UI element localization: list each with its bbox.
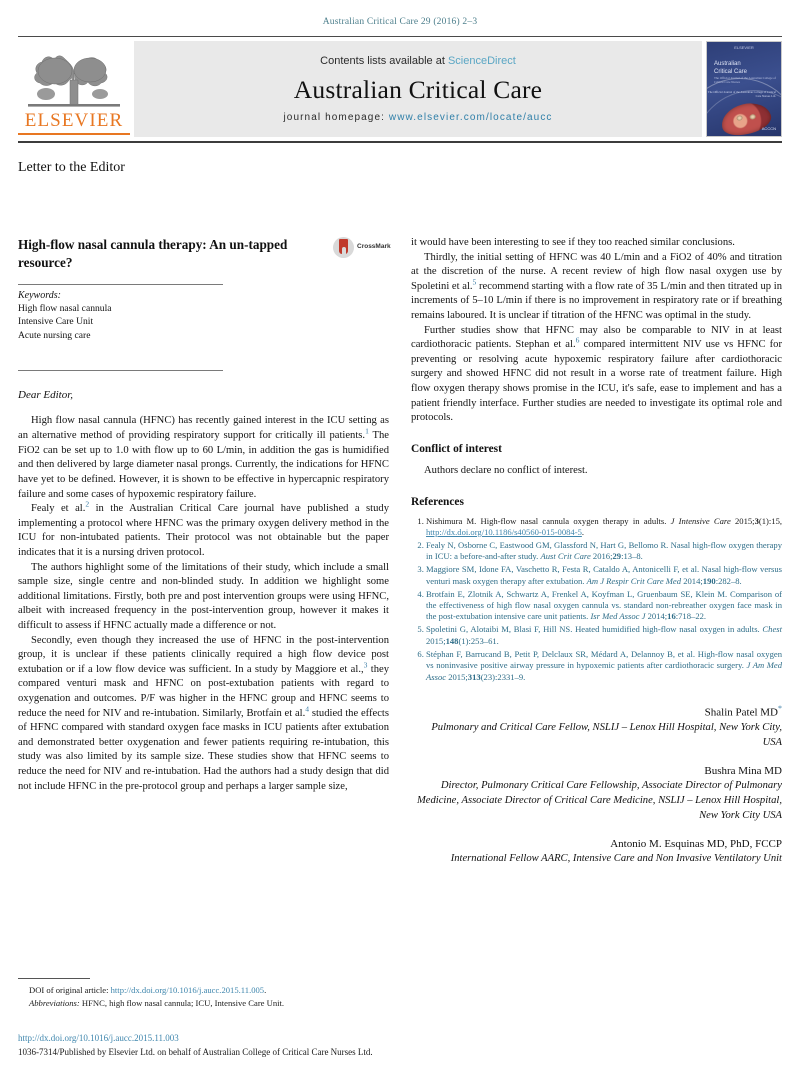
body-paragraph: it would have been interesting to see if they too reached similar conclusions. xyxy=(411,237,735,248)
homepage-prefix: journal homepage: xyxy=(283,112,389,124)
footnote-rule xyxy=(18,978,90,979)
article-title xyxy=(18,236,389,272)
reference-marker[interactable]: 5 xyxy=(472,277,477,287)
cover-title-line1: Australian xyxy=(714,61,741,67)
right-body-text xyxy=(411,236,782,426)
elsevier-tree-icon xyxy=(22,44,126,110)
keyword-item: Intensive Care Unit xyxy=(18,316,94,328)
article-columns xyxy=(18,236,782,880)
reference-item: 5. Spoletini G, Alotaibi M, Blasi F, Hill NS. Heated humidified high-flow nasal oxygen in adults. Chest 2015;148(1):253–61. xyxy=(426,624,782,647)
article-title-text: High-flow nasal cannula therapy: An un-tapped resource? xyxy=(18,237,288,270)
cover-society-badge: ACCCN xyxy=(761,126,776,131)
masthead-bottom-rule xyxy=(18,141,782,143)
cover-publisher-mark: ELSEVIER xyxy=(734,45,754,50)
journal-homepage-link[interactable]: www.elsevier.com/locate/aucc xyxy=(388,112,553,124)
author-affiliation: International Fellow AARC, Intensive Care and Non Invasive Ventilatory Unit xyxy=(450,852,782,864)
reference-item: 4. Brotfain E, Zlotnik A, Schwartz A, Frenkel A, Koyfman L, Gruenbaum SE, Klein M. Comparison of the effectiveness of high flow nasal oxygen cannula vs. standard non-rebreather oxygen face mask in the post-extubation intensive care unit patients. Isr Med Assoc J 2014;16:718–22. xyxy=(426,589,782,623)
footnote-doi-label: DOI of original article: xyxy=(29,985,111,995)
crossmark-label: CrossMark xyxy=(357,242,391,250)
crossmark-icon xyxy=(333,237,354,258)
reference-journal-name: Isr Med Assoc J xyxy=(590,611,646,622)
keyword-item: Acute nursing care xyxy=(18,329,91,341)
reference-marker[interactable]: 3 xyxy=(363,660,368,670)
footnote-doi-line xyxy=(18,984,398,997)
masthead-center-band xyxy=(134,41,702,137)
journal-homepage-line xyxy=(283,112,552,123)
reference-list xyxy=(411,516,782,683)
page-footer-issn: 1036-7314/Published by Elsevier Ltd. on behalf of Australian College of Critical Care Nurses Ltd. xyxy=(18,1046,373,1057)
author-affiliation: Pulmonary and Critical Care Fellow, NSLIJ – Lenox Hill Hospital, New York City, USA xyxy=(431,721,782,748)
author-name: Shalin Patel MD* xyxy=(704,703,782,719)
references-heading: References xyxy=(411,495,464,508)
author-name: Bushra Mina MD xyxy=(704,764,782,777)
body-paragraph: Thirdly, the initial setting of HFNC was 40 L/min and a FiO2 of 40% and titration at the discretion of the nurse. A recent review of high flow nasal oxygen use by Spoletini et al.$^5$ recommend starting with a flow rate of 35 L/min and then titrated up in increments of 5–10 L/min if there is no improvement in respiratory rate or if breathing remains laboured. It is unclear if titration of the HFNC was optimal in the study. xyxy=(411,251,783,322)
reference-marker[interactable]: 2 xyxy=(85,499,90,509)
cover-eye-left xyxy=(736,115,743,121)
keyword-item: High flow nasal cannula xyxy=(18,302,112,314)
footnotes xyxy=(18,978,398,1010)
reference-volume: 148 xyxy=(445,635,459,646)
body-paragraph: High flow nasal cannula (HFNC) has recently gained interest in the ICU setting as an alternative method of providing respiratory support for critically ill patients.$^1$ The FiO2 can be set up to 1.0 with flow up to 60 L/min, in addition the gas is humidified and then delivered by large diameter nasal prongs. Currently, the indications for HFNC have yet to be defined. However, it is shown to be effective in hypercapnic respiratory failure and some cases of hypoxemic respiratory failure. xyxy=(18,415,389,500)
journal-title: Australian Critical Care xyxy=(293,74,543,104)
author-affiliation: Director, Pulmonary Critical Care Fellowship, Associate Director of Pulmonary Medicine, Associate Director of Critical Care Medicine, NSLIJ – Lenox Hill Hospital, New York City USA xyxy=(416,780,782,821)
conflict-text: Authors declare no conflict of interest. xyxy=(424,464,588,476)
elsevier-rule xyxy=(18,133,130,135)
masthead xyxy=(18,36,782,137)
footnote-doi-link[interactable]: http://dx.doi.org/10.1016/j.aucc.2015.11.005 xyxy=(110,985,265,995)
body-paragraph: Secondly, even though they increased the use of HFNC in the post-intervention group, it is unclear if these patients clinically required a high flow device post extubation or if a low flow device was sufficient. In a study by Maggiore et al.,$^3$ they compared venturi mask and HFNC on post-extubation patients with regard to oxygenation and outcomes. P/F was higher in the HFNC group and HFNC seems to reduce the need for NIV and re-intubation. Similarly, Brotfain et al.$^4$ studied the effects of HFNC compared with standard oxygen face masks in ICU patients after extubation and demonstrated better oxygenation and fewer patients requiring re-intubation, this study was also limited by its sample size. These studies show that HFNC seems to reduce the need for NIV and re-intubation. Had the authors had a study design that did not include HFNC in the pre-protocol group and perhaps a larger sample size, xyxy=(18,634,390,792)
body-paragraph: The authors highlight some of the limitations of their study, which include a small sample size, single centre and non-blinded study. In addition we highlight some additional limitations. Firstly, both pre and post intervention groups were using HFNC, albeit with increased frequency in the post-intervention group, however it makes it difficult to assess if HFNC actually made a difference or not. xyxy=(18,561,389,631)
reference-journal-name: Am J Respir Crit Care Med xyxy=(586,575,682,586)
salutation: Dear Editor, xyxy=(18,389,73,402)
contents-prefix: Contents lists available at xyxy=(320,54,448,67)
section-label: Letter to the Editor xyxy=(18,160,125,175)
reference-journal-name: Aust Crit Care xyxy=(540,551,591,562)
reference-volume: 16 xyxy=(667,611,676,622)
cover-blurb: The Official Journal of the Australian College of Critical Care Nurses Ltd. xyxy=(707,90,776,99)
signature-entry xyxy=(411,837,782,867)
conflict-heading: Conflict of interest xyxy=(411,442,502,455)
body-paragraph: Fealy et al.$^2$ in the Australian Critical Care journal have published a study implementing a protocol where HFNC was the primary oxygen delivery method in the ICU for non-intubated patients. Their protocol was not obtainable but the paper indicates that it is a nursing driven protocol. xyxy=(18,499,389,558)
footnote-abbrev-label: Abbreviations: xyxy=(29,997,80,1008)
reference-marker[interactable]: 6 xyxy=(575,335,580,345)
reference-volume: 190 xyxy=(702,575,716,586)
body-paragraph: Further studies show that HFNC may also be comparable to NIV in at least cardiothoracic patients. Stephan et al.$^6$ compared intermittent NIV use vs HFNC for preventing or resolving acute hypoxemic respiratory failure after cardiothoracic surgery and showed HFNC did not result in a worse rate of treatment failure. High flow oxygen therapy shows promise in the ICU, it's safe, ease to implement and has a patient friendly interface. Further studies are needed to investigate its optimal role and protocols. xyxy=(411,324,782,424)
right-column xyxy=(411,236,782,880)
reference-journal-name: Chest xyxy=(762,624,782,635)
contents-available-line xyxy=(320,55,516,67)
left-column xyxy=(18,236,389,880)
corresponding-author-marker[interactable]: * xyxy=(778,703,782,713)
footnote-abbrev-value: HFNC, high flow nasal cannula; ICU, Intensive Care Unit. xyxy=(79,997,285,1008)
cover-title-line2: Critical Care xyxy=(714,69,748,75)
reference-volume: 29 xyxy=(612,551,622,562)
reference-volume: 313 xyxy=(467,671,481,682)
reference-marker[interactable]: 4 xyxy=(305,704,310,714)
cover-eye-right xyxy=(749,114,756,120)
cover-subline: The Official Journal of the Australian College of Critical Care Nurses xyxy=(714,76,776,85)
reference-item: 1. Nishimura M. High-flow nasal cannula oxygen therapy in adults. J Intensive Care 2015;3(1):15, http://dx.doi.org/10.1186/s40560-015-0084-5. xyxy=(426,516,782,539)
reference-item: 3. Maggiore SM, Idone FA, Vaschetto R, Festa R, Cataldo A, Antonicelli F, et al. Nasal high-flow versus venturi mask oxygen therapy after extubation. Am J Respir Crit Care Med 2014;190:282–8. xyxy=(426,564,782,587)
page-footer-doi[interactable]: http://dx.doi.org/10.1016/j.aucc.2015.11.003 xyxy=(18,1033,179,1043)
elsevier-wordmark: ELSEVIER xyxy=(24,110,124,131)
keywords-spacer xyxy=(18,342,223,358)
reference-volume: 3 xyxy=(754,515,759,526)
crossmark-badge[interactable] xyxy=(333,234,393,260)
journal-cover-thumbnail[interactable] xyxy=(706,41,782,137)
left-body-text xyxy=(18,414,389,794)
running-head: Australian Critical Care 29 (2016) 2–3 xyxy=(322,17,478,27)
keywords-box xyxy=(18,284,223,372)
footnote-abbrev-line xyxy=(18,997,398,1010)
keywords-heading: Keywords: xyxy=(18,289,61,301)
sciencedirect-link[interactable]: ScienceDirect xyxy=(447,54,516,67)
author-name: Antonio M. Esquinas MD, PhD, FCCP xyxy=(610,837,782,850)
signature-entry xyxy=(411,703,782,751)
reference-marker[interactable]: 1 xyxy=(365,426,369,436)
elsevier-logo xyxy=(18,41,130,137)
reference-journal-name: J Am Med Assoc xyxy=(426,660,782,682)
reference-item: 2. Fealy N, Osborne C, Eastwood GM, Glassford N, Hart G, Bellomo R. Nasal high-flow oxygen therapy in ICU: a before-and-after study. Aust Crit Care 2016;29:13–8. xyxy=(426,540,782,563)
signature-entry xyxy=(411,764,782,824)
reference-doi-link[interactable]: http://dx.doi.org/10.1186/s40560-015-0084-5 xyxy=(426,526,582,537)
signature-block xyxy=(411,703,782,867)
page-footer xyxy=(18,1032,778,1059)
footnote-doi-tail: . xyxy=(264,985,267,995)
reference-item: 6. Stéphan F, Barrucand B, Petit P, Delclaux SR, Médard A, Delannoy B, et al. High-flow nasal oxygen vs noninvasive positive airway pressure in hypoxemic patients after cardiothoracic surgery. J Am Med Assoc 2015;313(23):2331–9. xyxy=(426,649,782,683)
reference-journal-name: J Intensive Care xyxy=(670,515,731,526)
